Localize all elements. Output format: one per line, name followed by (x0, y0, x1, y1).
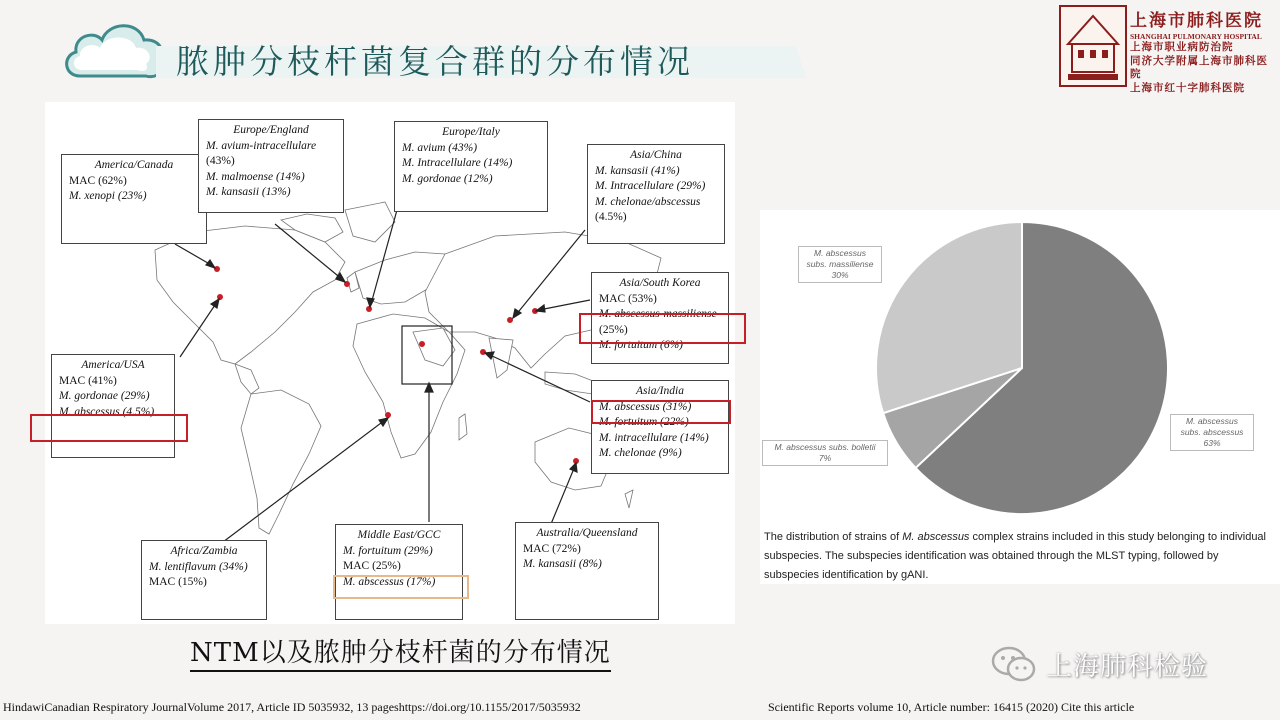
box-line: MAC (25%) (343, 560, 401, 572)
box-title: Africa/Zambia (170, 545, 238, 557)
box-line: M. kansasii (8%) (523, 558, 602, 570)
box-line: M. Intracellulare (14%) (402, 157, 513, 169)
reference-left: HindawiCanadian Respiratory JournalVolume 2017, Article ID 5035932, 13 pageshttps://doi.org/10.1155/2017/5035932 (3, 700, 581, 714)
pie-label-name: M. abscessus subs. bolletii (774, 442, 876, 452)
box-europe-italy (394, 121, 548, 212)
box-line: M. avium (43%) (402, 141, 478, 154)
watermark-text: 上海肺科检验 (1046, 651, 1209, 682)
pie-label-name: M. abscessus subs. massiliense (806, 248, 874, 269)
box-line: M. fortuitum (29%) (343, 544, 433, 557)
caption-species: M. abscessus (902, 531, 970, 543)
box-title: Asia/China (630, 149, 682, 161)
box-title: Middle East/GCC (357, 529, 441, 541)
box-title: Asia/India (636, 385, 684, 397)
box-asia-india (591, 380, 729, 474)
map-caption: NTM以及脓肿分枝杆菌的分布情况 (190, 632, 611, 672)
box-line: (43%) (206, 155, 235, 167)
highlight-korea (579, 313, 746, 344)
highlight-gcc (333, 575, 469, 599)
box-line: MAC (15%) (149, 576, 207, 588)
box-title: America/USA (81, 359, 145, 371)
pie-label-massiliense (798, 246, 882, 283)
page-title: 脓肿分枝杆菌复合群的分布情况 (176, 42, 694, 81)
box-line: MAC (72%) (523, 542, 581, 555)
box-line: M. abscessus (17%) (343, 575, 436, 588)
box-line: M. malmoense (14%) (206, 170, 305, 183)
box-line: M. fortuitum (22%) (599, 416, 689, 428)
box-line: M. xenopi (23%) (69, 190, 147, 202)
wechat-watermark (990, 644, 1208, 684)
reference-right: Scientific Reports volume 10, Article number: 16415 (2020) Cite this article (768, 700, 1135, 714)
pie-label-bolletii (762, 440, 888, 466)
box-title: Australia/Queensland (536, 527, 638, 539)
highlight-usa (30, 414, 188, 442)
box-line: M. avium-intracellulare (206, 139, 317, 152)
box-australia-queensland (515, 522, 659, 620)
box-asia-china (587, 144, 725, 244)
caption-pre: The distribution of strains of (764, 531, 903, 543)
pie-label-value: 30% (831, 270, 849, 280)
box-line: MAC (62%) (69, 174, 127, 187)
pie-label-abscessus (1170, 414, 1254, 451)
box-line: MAC (41%) (59, 374, 117, 387)
box-line: (4.5%) (595, 211, 627, 223)
box-line: M. abscessus (4.5%) (59, 405, 155, 418)
wechat-icon (990, 644, 1038, 684)
hospital-name-en: SHANGHAI PULMONARY HOSPITAL (1130, 32, 1262, 41)
hospital-line-1: 上海市职业病防治院 (1130, 41, 1234, 53)
pie-caption (764, 528, 1276, 585)
box-america-usa (51, 354, 175, 458)
box-line: M. gordonae (29%) (59, 390, 150, 402)
highlight-india (591, 400, 731, 424)
box-title: Europe/England (233, 124, 309, 136)
world-map-figure (45, 102, 735, 624)
box-line: M. Intracellulare (29%) (595, 180, 706, 192)
hospital-line-3: 上海市红十字肺科医院 (1130, 81, 1245, 94)
box-title: Asia/South Korea (619, 277, 701, 289)
hospital-line-2: 同济大学附属上海市肺科医院 (1130, 54, 1268, 80)
box-line: M. chelonae (9%) (599, 447, 682, 459)
box-middle-east-gcc (335, 524, 463, 620)
box-title: America/Canada (94, 159, 174, 171)
box-line: M. kansasii (13%) (206, 186, 291, 198)
box-line: M. fortuitum (6%) (599, 339, 684, 351)
box-line: M. kansasii (41%) (595, 164, 680, 177)
hospital-name-cn: 上海市肺科医院 (1130, 11, 1263, 31)
box-title: Europe/Italy (442, 126, 500, 138)
box-america-canada (61, 154, 207, 244)
pie-label-value: 63% (1203, 438, 1221, 448)
box-line: (25%) (599, 323, 628, 336)
pie-chart-figure (760, 210, 1280, 584)
hospital-logo (1058, 4, 1128, 88)
cloud-icon (60, 14, 170, 84)
box-africa-zambia (141, 540, 267, 620)
box-line: M. lentiflavum (34%) (149, 560, 248, 573)
caption-post: complex strains included in this study belonging to individual subspecies. The subspecies identification was obtained through the MLST typing, followed by subspecies identification by gANI. (764, 531, 1266, 581)
hospital-name (1130, 6, 1278, 95)
box-line: M. gordonae (12%) (402, 172, 493, 185)
box-line: M. abscessus (31%) (599, 400, 692, 413)
box-europe-england (198, 119, 344, 213)
box-line: MAC (53%) (599, 292, 657, 305)
box-line: M. intracellulare (14%) (599, 431, 709, 444)
pie-label-value: 7% (818, 453, 832, 463)
pie-label-name: M. abscessus subs. abscessus (1180, 416, 1244, 437)
box-line: M. abscessus-massiliense (599, 308, 717, 320)
box-line: M. chelonae/abscessus (595, 195, 701, 208)
